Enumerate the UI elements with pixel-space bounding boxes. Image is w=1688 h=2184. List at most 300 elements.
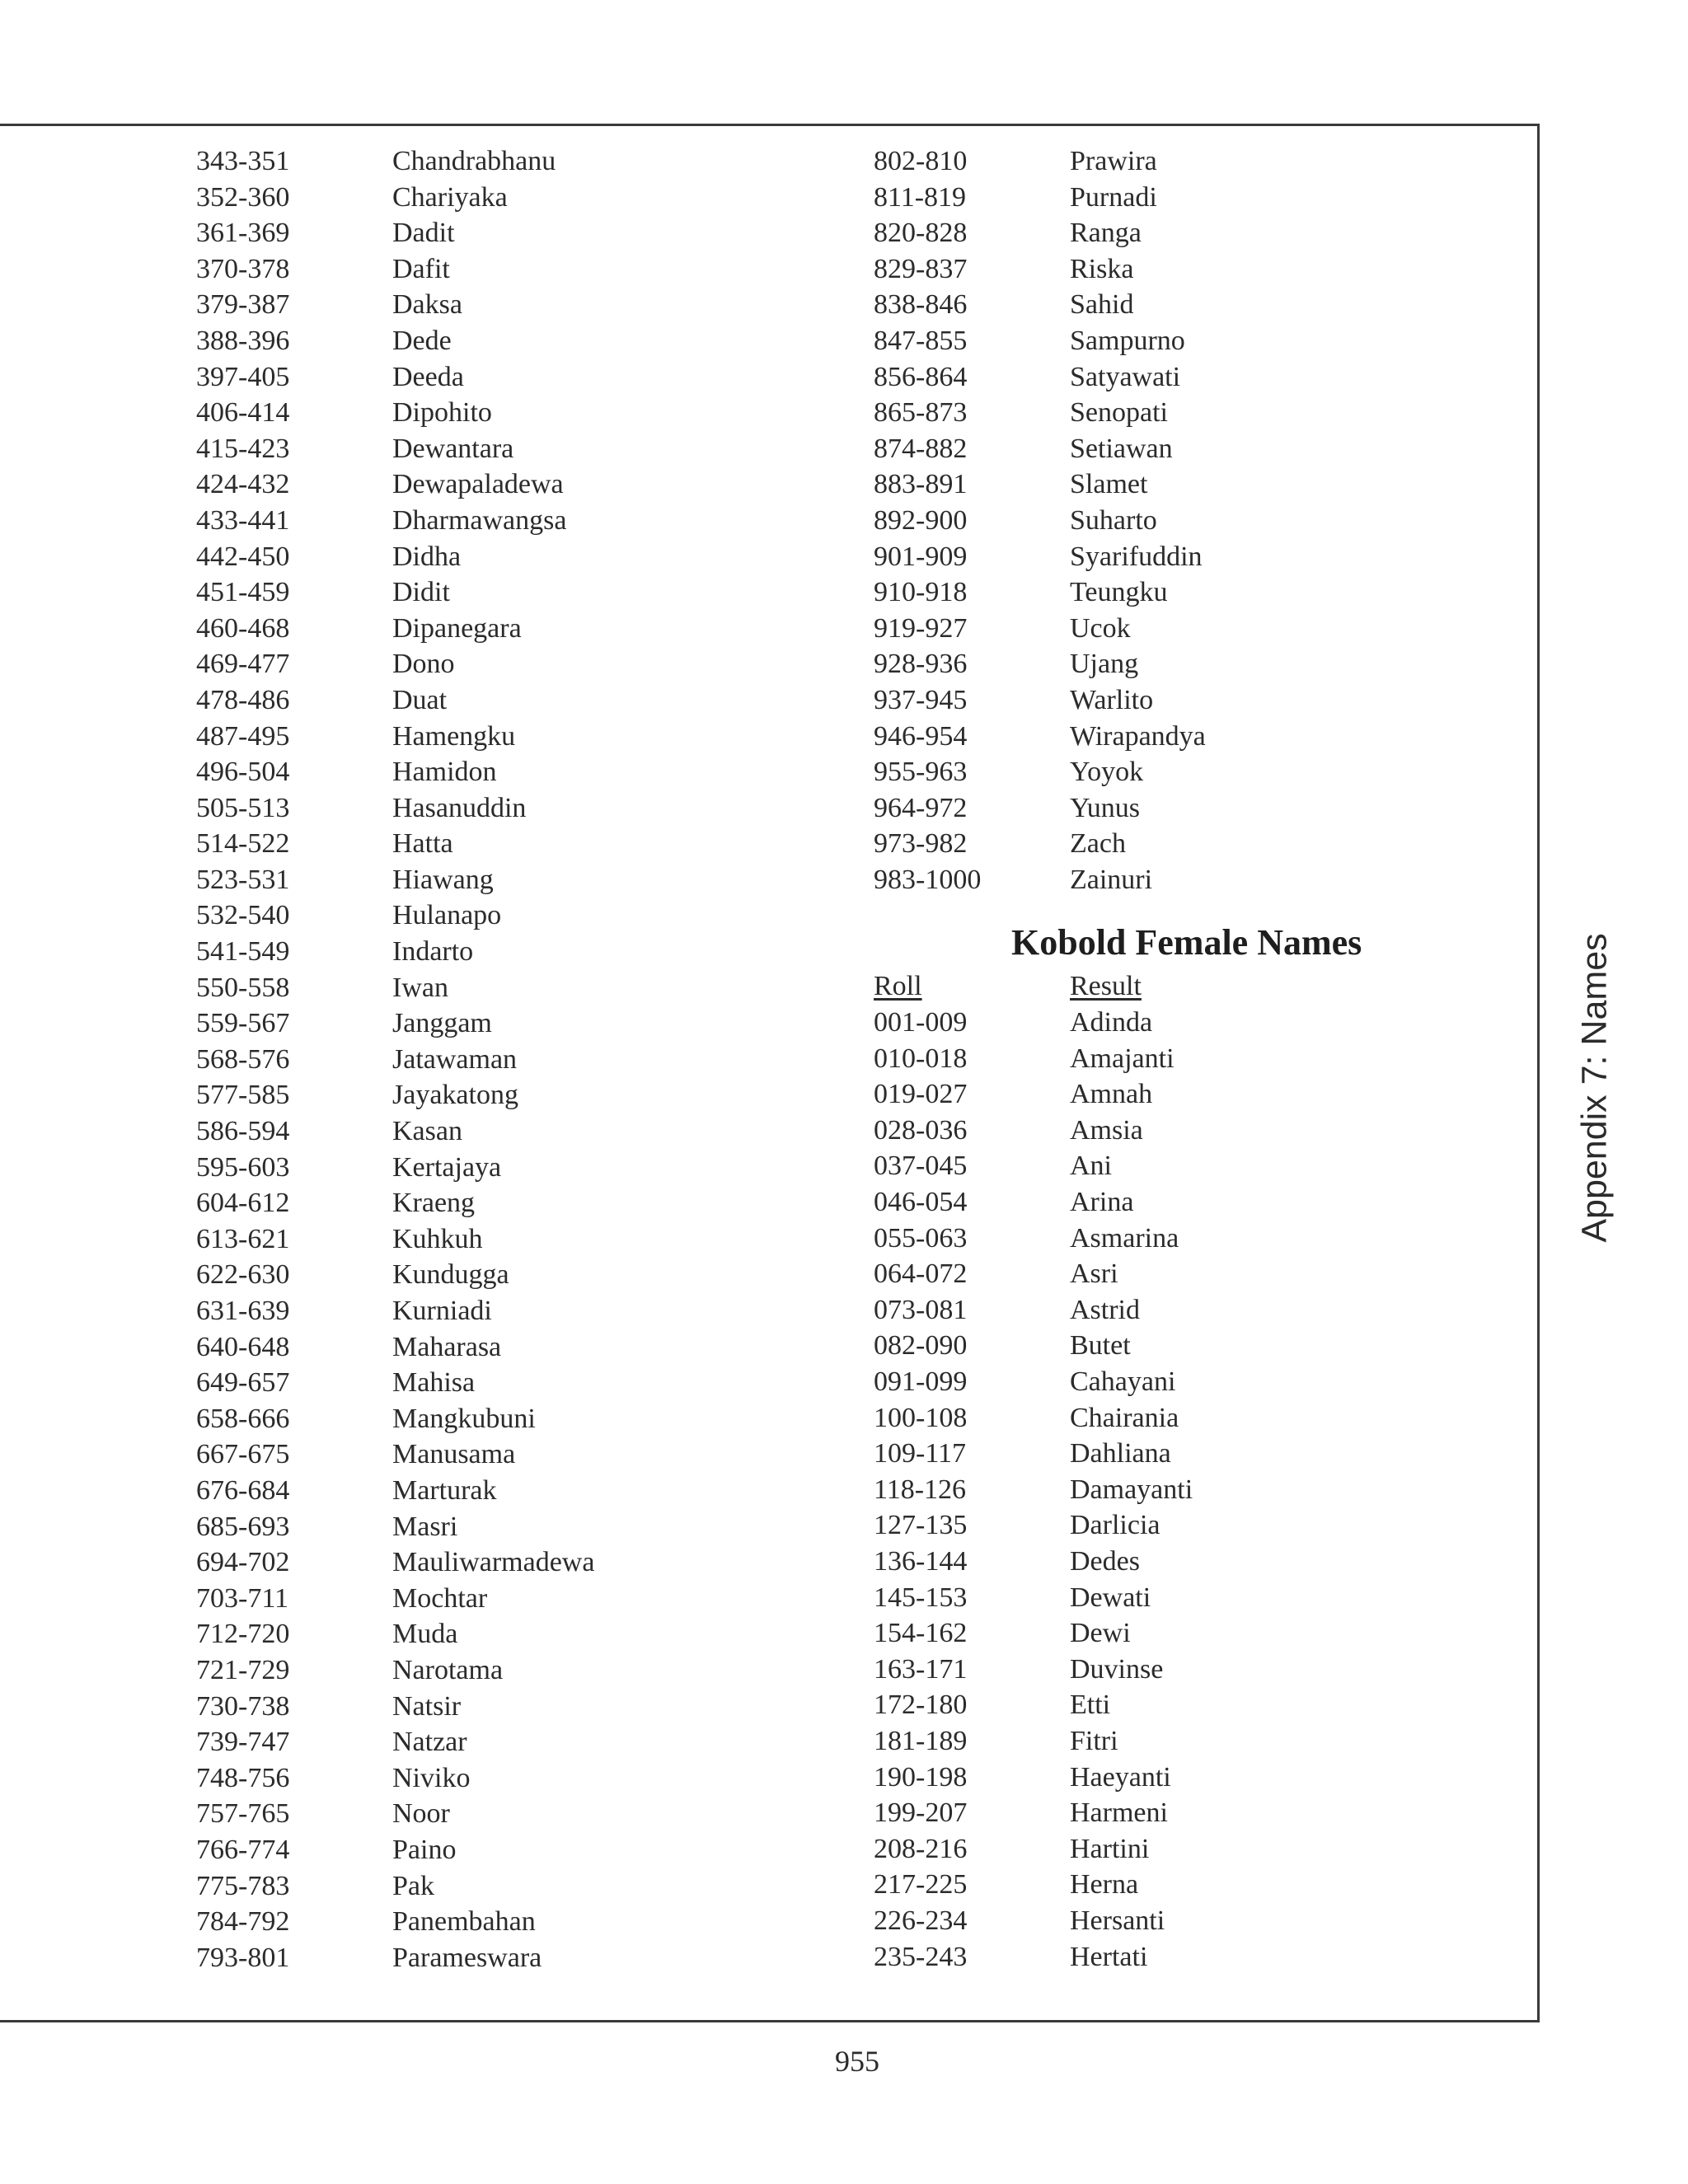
table-row: [196, 719, 724, 755]
roll-cell: 757-765: [196, 1798, 290, 1830]
table-row: [874, 1184, 1467, 1221]
name-cell: Panembahan: [392, 1906, 536, 1938]
name-cell: Teungku: [1070, 577, 1168, 608]
roll-cell: 091-099: [874, 1366, 968, 1397]
table-row: [874, 1076, 1467, 1113]
name-cell: Asri: [1070, 1258, 1118, 1290]
name-cell: Yunus: [1070, 792, 1141, 823]
table-row: [196, 1436, 724, 1473]
roll-cell: 343-351: [196, 146, 290, 176]
name-cell: Duat: [392, 684, 448, 715]
table-row: [874, 754, 1467, 790]
table-row: [874, 1760, 1467, 1796]
female-names-table: [874, 1005, 1467, 1975]
table-row: [874, 1795, 1467, 1831]
name-cell: Zach: [1070, 828, 1126, 860]
roll-cell: 640-648: [196, 1331, 290, 1362]
roll-cell: 829-837: [874, 253, 968, 284]
name-cell: Noor: [392, 1798, 450, 1830]
roll-cell: 100-108: [874, 1402, 968, 1433]
roll-cell: 946-954: [874, 720, 968, 752]
table-row: [196, 251, 724, 288]
table-row: [196, 646, 724, 682]
name-cell: Dewi: [1070, 1618, 1131, 1649]
roll-cell: 910-918: [874, 577, 968, 608]
table-row: [874, 1507, 1467, 1544]
roll-cell: 586-594: [196, 1116, 290, 1147]
name-cell: Kasan: [392, 1116, 462, 1147]
table-row: [196, 682, 724, 719]
name-cell: Natzar: [392, 1727, 467, 1758]
roll-cell: 145-153: [874, 1582, 968, 1613]
table-row: [196, 287, 724, 323]
roll-cell: 055-063: [874, 1222, 968, 1254]
roll-cell: 604-612: [196, 1188, 290, 1219]
table-row: [874, 1687, 1467, 1723]
roll-cell: 658-666: [196, 1403, 290, 1434]
roll-cell: 469-477: [196, 649, 290, 680]
table-row: [196, 898, 724, 934]
name-cell: Dede: [392, 325, 452, 356]
roll-cell: 766-774: [196, 1834, 290, 1865]
roll-cell: 010-018: [874, 1043, 968, 1074]
name-cell: Darlicia: [1070, 1510, 1160, 1541]
roll-cell: 109-117: [874, 1438, 967, 1469]
name-cell: Damayanti: [1070, 1474, 1193, 1505]
roll-cell: 892-900: [874, 504, 968, 536]
name-cell: Didha: [392, 541, 462, 572]
table-row: [196, 539, 724, 575]
table-row: [196, 1616, 724, 1652]
table-row: [874, 395, 1467, 431]
table-row: [874, 1041, 1467, 1077]
name-cell: Kurniadi: [392, 1296, 492, 1326]
roll-cell: 811-819: [874, 181, 967, 213]
name-cell: Amajanti: [1070, 1043, 1175, 1074]
name-cell: Yoyok: [1070, 757, 1144, 788]
name-cell: Maharasa: [392, 1331, 502, 1362]
roll-cell: 487-495: [196, 720, 290, 752]
roll-cell: 442-450: [196, 541, 290, 572]
table-row: [196, 1796, 724, 1832]
roll-cell: 541-549: [196, 936, 290, 968]
name-cell: Janggam: [392, 1008, 492, 1039]
table-row: [196, 1904, 724, 1940]
roll-cell: 784-792: [196, 1906, 290, 1938]
table-row: [874, 431, 1467, 467]
page-number: 955: [835, 2045, 879, 2078]
name-cell: Mangkubuni: [392, 1403, 536, 1434]
roll-cell: 199-207: [874, 1797, 968, 1829]
roll-cell: 361-369: [196, 218, 290, 249]
name-cell: Kuhkuh: [392, 1223, 483, 1254]
roll-cell: 064-072: [874, 1258, 968, 1290]
name-cell: Marturak: [392, 1474, 497, 1506]
roll-cell: 370-378: [196, 253, 290, 284]
table-row: [874, 1580, 1467, 1616]
table-row: [196, 1329, 724, 1366]
name-cell: Herna: [1070, 1869, 1139, 1900]
table-row: [874, 215, 1467, 251]
table-row: [874, 1400, 1467, 1436]
name-cell: Haeyanti: [1070, 1761, 1171, 1793]
name-cell: Dipohito: [392, 397, 492, 429]
table-row: [874, 1544, 1467, 1580]
table-row: [874, 323, 1467, 359]
roll-cell: 046-054: [874, 1187, 968, 1218]
table-row: [874, 826, 1467, 862]
table-row: [874, 1867, 1467, 1903]
name-cell: Muda: [392, 1619, 458, 1650]
name-cell: Jayakatong: [392, 1080, 518, 1111]
table-row: [874, 646, 1467, 682]
roll-cell: 037-045: [874, 1151, 968, 1182]
roll-cell: 460-468: [196, 612, 290, 644]
table-row: [196, 1652, 724, 1689]
table-row: [874, 862, 1467, 898]
roll-cell: 415-423: [196, 433, 290, 464]
name-cell: Ucok: [1070, 612, 1131, 644]
name-cell: Paino: [392, 1834, 457, 1865]
roll-cell: 919-927: [874, 612, 968, 644]
name-cell: Fitri: [1070, 1725, 1118, 1756]
name-cell: Hasanuddin: [392, 792, 527, 823]
table-row: [196, 934, 724, 970]
roll-cell: 550-558: [196, 972, 290, 1003]
name-cell: Pak: [392, 1870, 434, 1901]
table-row: [874, 359, 1467, 396]
table-row: [196, 1185, 724, 1221]
table-row: [874, 143, 1467, 180]
table-row: [874, 1328, 1467, 1364]
roll-cell: 703-711: [196, 1582, 289, 1614]
roll-cell: 847-855: [874, 325, 968, 356]
table-row: [196, 970, 724, 1006]
roll-cell: 379-387: [196, 289, 290, 321]
name-cell: Kundugga: [392, 1259, 509, 1291]
name-cell: Dedes: [1070, 1545, 1140, 1577]
roll-cell: 667-675: [196, 1439, 290, 1470]
name-cell: Dafit: [392, 253, 450, 284]
name-cell: Duvinse: [1070, 1653, 1164, 1685]
name-cell: Dewapaladewa: [392, 469, 564, 500]
name-cell: Astrid: [1070, 1294, 1140, 1325]
table-row: [874, 1292, 1467, 1329]
name-cell: Senopati: [1070, 397, 1168, 429]
table-row: [196, 395, 724, 431]
roll-cell: 595-603: [196, 1151, 290, 1183]
table-row: [874, 1113, 1467, 1149]
roll-cell: 748-756: [196, 1762, 290, 1793]
name-cell: Jatawaman: [392, 1043, 518, 1075]
roll-cell: 514-522: [196, 828, 290, 860]
name-cell: Parameswara: [392, 1942, 542, 1973]
name-cell: Hartini: [1070, 1833, 1150, 1864]
table-row: [196, 1005, 724, 1042]
roll-cell: 856-864: [874, 361, 968, 392]
roll-cell: 739-747: [196, 1727, 290, 1758]
roll-cell: 073-081: [874, 1294, 968, 1325]
roll-cell: 901-909: [874, 541, 968, 572]
name-cell: Satyawati: [1070, 361, 1181, 392]
table-row: [874, 1256, 1467, 1292]
female-table-header: [874, 968, 1467, 1005]
table-row: [196, 323, 724, 359]
appendix-side-label-text: Appendix 7: Names: [1574, 933, 1615, 1243]
name-cell: Ani: [1070, 1151, 1112, 1182]
roll-cell: 955-963: [874, 757, 968, 788]
roll-cell: 172-180: [874, 1690, 968, 1721]
table-row: [874, 1472, 1467, 1508]
table-row: [196, 431, 724, 467]
roll-cell: 721-729: [196, 1654, 290, 1685]
roll-cell: 559-567: [196, 1008, 290, 1039]
name-cell: Dewantara: [392, 433, 514, 464]
table-row: [874, 611, 1467, 647]
roll-cell: 478-486: [196, 684, 290, 715]
roll-cell: 019-027: [874, 1079, 968, 1110]
result-column-header: Result: [1070, 971, 1142, 1002]
roll-cell: 424-432: [196, 469, 290, 500]
table-row: [874, 1436, 1467, 1472]
table-row: [196, 1832, 724, 1868]
roll-cell: 712-720: [196, 1619, 290, 1650]
roll-cell: 838-846: [874, 289, 968, 321]
table-row: [196, 790, 724, 827]
name-cell: Niviko: [392, 1762, 471, 1793]
roll-cell: 937-945: [874, 684, 968, 715]
roll-cell: 532-540: [196, 900, 290, 931]
table-row: [874, 287, 1467, 323]
name-cell: Suharto: [1070, 504, 1157, 536]
name-cell: Hiawang: [392, 864, 494, 895]
name-cell: Syarifuddin: [1070, 541, 1203, 572]
name-cell: Hatta: [392, 828, 453, 860]
table-row: [874, 1364, 1467, 1400]
name-cell: Butet: [1070, 1330, 1131, 1361]
names-column-right: [874, 143, 1467, 1975]
table-row: [196, 1581, 724, 1617]
roll-cell: 001-009: [874, 1007, 968, 1038]
roll-cell: 136-144: [874, 1545, 968, 1577]
table-row: [874, 180, 1467, 216]
table-row: [874, 539, 1467, 575]
table-row: [196, 862, 724, 898]
roll-cell: 505-513: [196, 792, 290, 823]
roll-cell: 694-702: [196, 1547, 290, 1578]
roll-cell: 217-225: [874, 1869, 968, 1900]
table-row: [874, 1723, 1467, 1760]
table-row: [196, 1077, 724, 1113]
roll-cell: 983-1000: [874, 864, 982, 895]
name-cell: Amsia: [1070, 1114, 1143, 1146]
table-row: [196, 1473, 724, 1509]
name-cell: Narotama: [392, 1654, 504, 1685]
table-row: [196, 1257, 724, 1293]
roll-cell: 649-657: [196, 1367, 290, 1399]
roll-cell: 775-783: [196, 1870, 290, 1901]
roll-cell: 793-801: [196, 1942, 290, 1973]
table-row: [196, 1868, 724, 1905]
name-cell: Hersanti: [1070, 1905, 1165, 1936]
table-row: [196, 1509, 724, 1545]
roll-cell: 874-882: [874, 433, 968, 464]
name-cell: Kraeng: [392, 1188, 476, 1219]
name-cell: Dipanegara: [392, 612, 522, 644]
table-row: [874, 790, 1467, 827]
name-cell: Mahisa: [392, 1367, 476, 1399]
name-cell: Arina: [1070, 1187, 1134, 1218]
roll-cell: 820-828: [874, 218, 968, 249]
roll-cell: 127-135: [874, 1510, 968, 1541]
roll-cell: 802-810: [874, 146, 968, 176]
name-cell: Riska: [1070, 253, 1134, 284]
name-cell: Sahid: [1070, 289, 1134, 321]
name-cell: Asmarina: [1070, 1222, 1179, 1254]
table-row: [196, 466, 724, 503]
table-row: [196, 826, 724, 862]
table-row: [874, 1221, 1467, 1257]
name-cell: Kertajaya: [392, 1151, 502, 1183]
name-cell: Ujang: [1070, 649, 1139, 680]
table-row: [874, 251, 1467, 288]
roll-cell: 181-189: [874, 1725, 968, 1756]
table-row: [196, 611, 724, 647]
table-row: [196, 754, 724, 790]
table-row: [196, 1150, 724, 1186]
table-row: [196, 143, 724, 180]
table-row: [196, 180, 724, 216]
roll-cell: 235-243: [874, 1941, 968, 1972]
table-row: [196, 1293, 724, 1329]
name-cell: Cahayani: [1070, 1366, 1176, 1397]
roll-cell: 028-036: [874, 1114, 968, 1146]
table-row: [196, 215, 724, 251]
name-cell: Natsir: [392, 1690, 462, 1722]
table-row: [196, 503, 724, 539]
roll-cell: 964-972: [874, 792, 968, 823]
name-cell: Masri: [392, 1511, 458, 1542]
roll-column-header: Roll: [874, 971, 922, 1002]
name-cell: Deeda: [392, 361, 464, 392]
name-cell: Setiawan: [1070, 433, 1173, 464]
table-row: [196, 1221, 724, 1258]
name-cell: Daksa: [392, 289, 462, 321]
name-cell: Amnah: [1070, 1079, 1153, 1110]
table-row: [196, 1365, 724, 1401]
roll-cell: 730-738: [196, 1690, 290, 1722]
roll-cell: 523-531: [196, 864, 290, 895]
name-cell: Warlito: [1070, 684, 1154, 715]
name-cell: Dewati: [1070, 1582, 1151, 1613]
table-row: [196, 1940, 724, 1976]
roll-cell: 685-693: [196, 1511, 290, 1542]
table-row: [196, 1544, 724, 1581]
roll-cell: 568-576: [196, 1043, 290, 1075]
roll-cell: 163-171: [874, 1653, 968, 1685]
table-row: [874, 503, 1467, 539]
name-cell: Ranga: [1070, 218, 1142, 249]
roll-cell: 865-873: [874, 397, 968, 429]
table-row: [874, 682, 1467, 719]
name-cell: Dharmawangsa: [392, 504, 567, 536]
table-row: [874, 1005, 1467, 1041]
roll-cell: 928-936: [874, 649, 968, 680]
name-cell: Indarto: [392, 936, 474, 968]
roll-cell: 082-090: [874, 1330, 968, 1361]
male-names-table-left: [196, 143, 724, 1975]
table-row: [874, 466, 1467, 503]
table-row: [874, 1148, 1467, 1184]
roll-cell: 208-216: [874, 1833, 968, 1864]
roll-cell: 631-639: [196, 1296, 290, 1326]
name-cell: Sampurno: [1070, 325, 1185, 356]
roll-cell: 973-982: [874, 828, 968, 860]
roll-cell: 676-684: [196, 1474, 290, 1506]
table-row: [874, 574, 1467, 611]
table-row: [196, 1113, 724, 1150]
roll-cell: 388-396: [196, 325, 290, 356]
roll-cell: 352-360: [196, 181, 290, 213]
table-row: [874, 1903, 1467, 1939]
table-row: [196, 574, 724, 611]
name-cell: Chairania: [1070, 1402, 1179, 1433]
name-cell: Mochtar: [392, 1582, 488, 1614]
roll-cell: 406-414: [196, 397, 290, 429]
name-cell: Etti: [1070, 1690, 1111, 1721]
roll-cell: 451-459: [196, 577, 290, 608]
table-row: [196, 1042, 724, 1078]
table-row: [196, 1724, 724, 1760]
name-cell: Iwan: [392, 972, 448, 1003]
roll-cell: 496-504: [196, 757, 290, 788]
name-cell: Hertati: [1070, 1941, 1148, 1972]
roll-cell: 622-630: [196, 1259, 290, 1291]
appendix-side-label: [1570, 931, 1620, 1244]
table-row: [874, 1615, 1467, 1652]
roll-cell: 883-891: [874, 469, 968, 500]
name-cell: Zainuri: [1070, 864, 1153, 895]
name-cell: Manusama: [392, 1439, 516, 1470]
name-cell: Chariyaka: [392, 181, 508, 213]
name-cell: Hamidon: [392, 757, 497, 788]
name-cell: Dahliana: [1070, 1438, 1171, 1469]
roll-cell: 397-405: [196, 361, 290, 392]
table-row: [874, 1939, 1467, 1975]
table-row: [196, 1689, 724, 1725]
name-cell: Dono: [392, 649, 455, 680]
table-row: [874, 719, 1467, 755]
table-row: [196, 1401, 724, 1437]
name-cell: Harmeni: [1070, 1797, 1168, 1829]
roll-cell: 154-162: [874, 1618, 968, 1649]
roll-cell: 577-585: [196, 1080, 290, 1111]
female-names-heading: Kobold Female Names: [1011, 922, 1362, 963]
name-cell: Hulanapo: [392, 900, 502, 931]
roll-cell: 118-126: [874, 1474, 967, 1505]
name-cell: Chandrabhanu: [392, 146, 556, 176]
name-cell: Mauliwarmadewa: [392, 1547, 595, 1578]
name-cell: Prawira: [1070, 146, 1157, 176]
name-cell: Dadit: [392, 218, 455, 249]
name-cell: Wirapandya: [1070, 720, 1206, 752]
name-cell: Didit: [392, 577, 450, 608]
male-names-table-right: [874, 143, 1467, 898]
table-row: [874, 1652, 1467, 1688]
name-cell: Purnadi: [1070, 181, 1157, 213]
name-cell: Hamengku: [392, 720, 516, 752]
name-cell: Adinda: [1070, 1007, 1153, 1038]
